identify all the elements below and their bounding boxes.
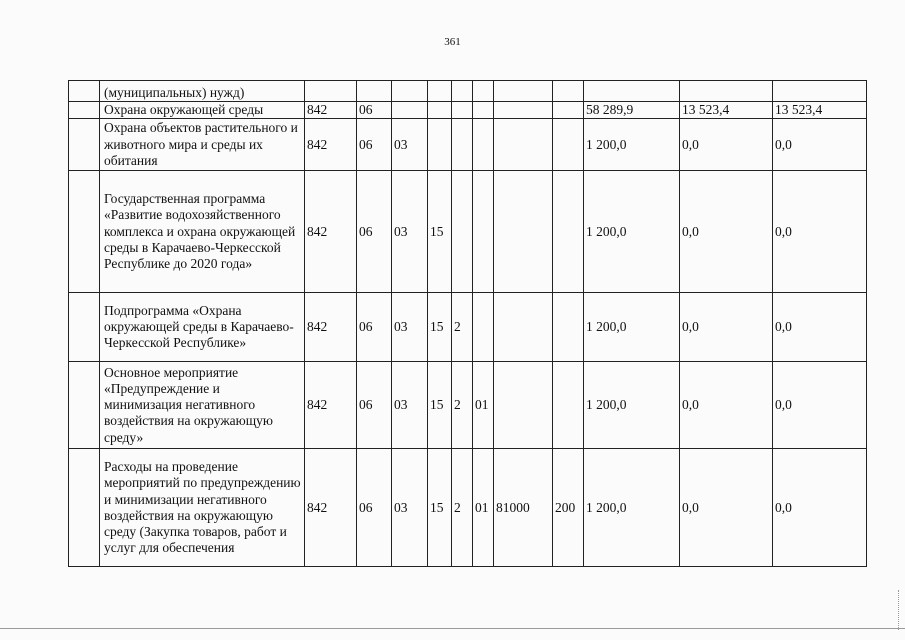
cell-sum1: 1 200,0 xyxy=(584,293,680,362)
cell-c3 xyxy=(473,293,494,362)
cell-rz: 06 xyxy=(357,171,392,293)
cell-c3 xyxy=(473,81,494,102)
cell-name: Государственная программа «Развитие водохозяйственного комплекса и охрана окружающей среды в Карачаево-Черкесской Республике до 2020 года» xyxy=(100,171,305,293)
cell-sum1: 1 200,0 xyxy=(584,362,680,449)
cell-sum2: 0,0 xyxy=(680,449,773,567)
cell-c4 xyxy=(494,81,553,102)
cell-c4 xyxy=(494,119,553,171)
cell-c1 xyxy=(428,81,452,102)
cell-c1: 15 xyxy=(428,449,452,567)
cell-name: Основное мероприятие «Предупреждение и минимизация негативного воздействия на окружающую среду» xyxy=(100,362,305,449)
cell-gr: 842 xyxy=(305,362,357,449)
cell-c3: 01 xyxy=(473,362,494,449)
cell-sum3: 13 523,4 xyxy=(773,102,867,119)
cell-sum1 xyxy=(584,81,680,102)
table-row xyxy=(69,171,867,293)
cell-c1: 15 xyxy=(428,293,452,362)
cell-rz: 06 xyxy=(357,293,392,362)
cell-c2 xyxy=(452,102,473,119)
table-row xyxy=(69,293,867,362)
cell-c2: 2 xyxy=(452,293,473,362)
cell-sum2: 0,0 xyxy=(680,171,773,293)
cell-c1 xyxy=(428,102,452,119)
cell-sum2: 0,0 xyxy=(680,293,773,362)
cell-vr: 200 xyxy=(553,449,584,567)
cell-c4 xyxy=(494,102,553,119)
cell-sum3: 0,0 xyxy=(773,449,867,567)
cell-pr: 03 xyxy=(392,293,428,362)
cell-vr xyxy=(553,81,584,102)
page-number: 361 xyxy=(444,36,461,48)
table-row xyxy=(69,449,867,567)
cell-gr: 842 xyxy=(305,102,357,119)
cell-c4: 81000 xyxy=(494,449,553,567)
cell-sum2: 13 523,4 xyxy=(680,102,773,119)
cell-rz: 06 xyxy=(357,362,392,449)
cell-vr xyxy=(553,102,584,119)
cell-gr: 842 xyxy=(305,119,357,171)
cell-sum2: 0,0 xyxy=(680,119,773,171)
cell-c3: 01 xyxy=(473,449,494,567)
cell-pr: 03 xyxy=(392,119,428,171)
row-margin-cell xyxy=(69,293,100,362)
budget-table xyxy=(68,80,867,567)
cell-c1 xyxy=(428,119,452,171)
cell-sum3: 0,0 xyxy=(773,119,867,171)
table-row xyxy=(69,362,867,449)
cell-c2 xyxy=(452,81,473,102)
cell-name: Расходы на проведение мероприятий по предупреждению и минимизации негативного воздействия на окружающую среду (Закупка товаров, работ и услуг для обеспечения xyxy=(100,449,305,567)
cell-pr: 03 xyxy=(392,362,428,449)
cell-c3 xyxy=(473,171,494,293)
cell-name: Подпрограмма «Охрана окружающей среды в Карачаево-Черкесской Республике» xyxy=(100,293,305,362)
scan-artifact xyxy=(898,590,901,630)
cell-c2 xyxy=(452,171,473,293)
row-margin-cell xyxy=(69,449,100,567)
cell-sum1: 58 289,9 xyxy=(584,102,680,119)
cell-sum3 xyxy=(773,81,867,102)
cell-c4 xyxy=(494,171,553,293)
row-margin-cell xyxy=(69,362,100,449)
cell-pr: 03 xyxy=(392,449,428,567)
cell-c4 xyxy=(494,293,553,362)
cell-pr xyxy=(392,81,428,102)
cell-c4 xyxy=(494,362,553,449)
cell-rz xyxy=(357,81,392,102)
cell-c3 xyxy=(473,119,494,171)
row-margin-cell xyxy=(69,81,100,102)
cell-pr xyxy=(392,102,428,119)
table-row xyxy=(69,102,867,119)
cell-name: Охрана объектов растительного и животного мира и среды их обитания xyxy=(100,119,305,171)
cell-rz: 06 xyxy=(357,449,392,567)
bottom-rule xyxy=(0,628,905,629)
table-row xyxy=(69,81,867,102)
cell-c1: 15 xyxy=(428,171,452,293)
cell-sum1: 1 200,0 xyxy=(584,119,680,171)
cell-vr xyxy=(553,362,584,449)
cell-gr: 842 xyxy=(305,293,357,362)
cell-gr xyxy=(305,81,357,102)
cell-c2 xyxy=(452,119,473,171)
row-margin-cell xyxy=(69,102,100,119)
row-margin-cell xyxy=(69,119,100,171)
cell-sum2: 0,0 xyxy=(680,362,773,449)
cell-sum2 xyxy=(680,81,773,102)
cell-vr xyxy=(553,171,584,293)
cell-c2: 2 xyxy=(452,362,473,449)
cell-sum3: 0,0 xyxy=(773,362,867,449)
cell-sum3: 0,0 xyxy=(773,293,867,362)
cell-gr: 842 xyxy=(305,449,357,567)
cell-c1: 15 xyxy=(428,362,452,449)
cell-name: Охрана окружающей среды xyxy=(100,102,305,119)
cell-pr: 03 xyxy=(392,171,428,293)
cell-rz: 06 xyxy=(357,119,392,171)
cell-rz: 06 xyxy=(357,102,392,119)
cell-c2: 2 xyxy=(452,449,473,567)
cell-sum1: 1 200,0 xyxy=(584,449,680,567)
cell-gr: 842 xyxy=(305,171,357,293)
cell-vr xyxy=(553,119,584,171)
row-margin-cell xyxy=(69,171,100,293)
cell-vr xyxy=(553,293,584,362)
cell-c3 xyxy=(473,102,494,119)
cell-sum3: 0,0 xyxy=(773,171,867,293)
cell-name: (муниципальных) нужд) xyxy=(100,81,305,102)
table-row xyxy=(69,119,867,171)
cell-sum1: 1 200,0 xyxy=(584,171,680,293)
